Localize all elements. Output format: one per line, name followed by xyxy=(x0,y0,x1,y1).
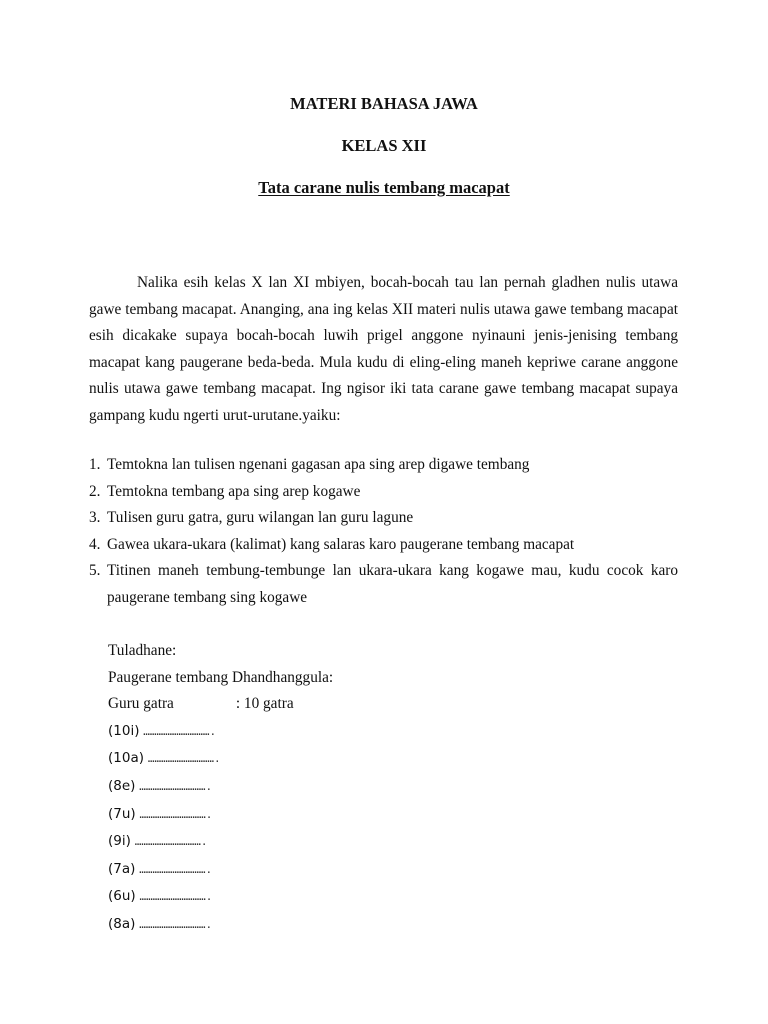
verse-line xyxy=(108,856,333,884)
verse-line-dots: …………………………. xyxy=(143,724,217,738)
class-label: KELAS XII xyxy=(341,136,427,155)
list-item-number: 1. xyxy=(89,456,101,473)
list-item-number: 2. xyxy=(89,482,101,500)
intro-paragraph: Nalika esih kelas X lan XI mbiyen, bocah-bocah tau lan pernah gladhen nulis utawa gawe tembang macapat. Ananging, ana ing kelas XII materi nulis utawa gawe tembang macapat esih dicakake supaya bocah-bocah luwih prigel anggone nyinauni jenis-jenising tembang macapat kang paugerane beda-beda. Mula kudu di eling-eling maneh kepriwe carane anggone nulis utawa gawe tembang macapat. Ing ngisor iki tata carane gawe tembang macapat supaya gampang kudu ngerti urut-urutane.yaiku: xyxy=(89,274,678,424)
list-item xyxy=(89,479,678,506)
list-item-text: Temtokna tembang apa sing arep kogawe xyxy=(107,482,361,500)
verse-line-dots: …………………………. xyxy=(139,862,213,876)
steps-list xyxy=(89,452,678,612)
list-item xyxy=(89,452,678,479)
list-item-text: Titinen maneh tembung-tembunge lan ukara-ukara kang kogawe mau, kudu cocok karo paugerane tembang sing kogawe xyxy=(107,562,678,606)
document-title: MATERI BAHASA JAWA xyxy=(290,94,478,113)
guru-gatra-value: : 10 gatra xyxy=(235,695,294,713)
list-item xyxy=(89,532,678,559)
verse-line xyxy=(108,773,333,801)
list-item-number: 3. xyxy=(89,509,101,527)
verse-line-dots: …………………………. xyxy=(139,807,213,821)
list-item-text: Gawea ukara-ukara (kalimat) kang salaras karo paugerane tembang macapat xyxy=(107,535,575,553)
verse-line-code: (10i) xyxy=(108,722,140,739)
rule-title: Paugerane tembang Dhandhanggula: xyxy=(108,668,334,686)
verse-line-code: (6u) xyxy=(108,888,136,905)
list-item-number: 5. xyxy=(89,562,101,580)
verse-line-dots: …………………………. xyxy=(139,917,213,931)
example-block xyxy=(108,638,333,939)
verse-line xyxy=(108,883,333,911)
list-item xyxy=(89,558,678,611)
verse-line-dots: …………………………. xyxy=(134,835,208,849)
verse-line-code: (9i) xyxy=(108,833,131,850)
verse-line xyxy=(108,718,333,746)
list-item xyxy=(89,505,678,532)
verse-line xyxy=(108,828,333,856)
list-item-text: Temtokna lan tulisen ngenani gagasan apa sing arep digawe tembang xyxy=(107,456,530,473)
example-label: Tuladhane: xyxy=(108,642,177,659)
verse-line xyxy=(108,745,333,773)
subtitle-text: Tata carane nulis tembang macapat xyxy=(258,178,510,197)
verse-line-code: (7a) xyxy=(108,860,136,877)
list-item-text: Tulisen guru gatra, guru wilangan lan guru lagune xyxy=(107,509,414,527)
list-item-number: 4. xyxy=(89,535,101,553)
verse-line-dots: …………………………. xyxy=(147,752,221,766)
verse-line xyxy=(108,911,333,939)
verse-line-code: (8a) xyxy=(108,915,136,932)
verse-line-dots: …………………………. xyxy=(139,890,213,904)
verse-line-code: (10a) xyxy=(108,750,144,767)
document-subtitle xyxy=(0,178,768,198)
verse-line-dots: …………………………. xyxy=(139,779,213,793)
verse-line-code: (7u) xyxy=(108,805,136,822)
guru-gatra-label: Guru gatra xyxy=(108,695,174,713)
guru-gatra-row xyxy=(108,691,333,718)
verse-line xyxy=(108,801,333,829)
verse-line-code: (8e) xyxy=(108,777,136,794)
